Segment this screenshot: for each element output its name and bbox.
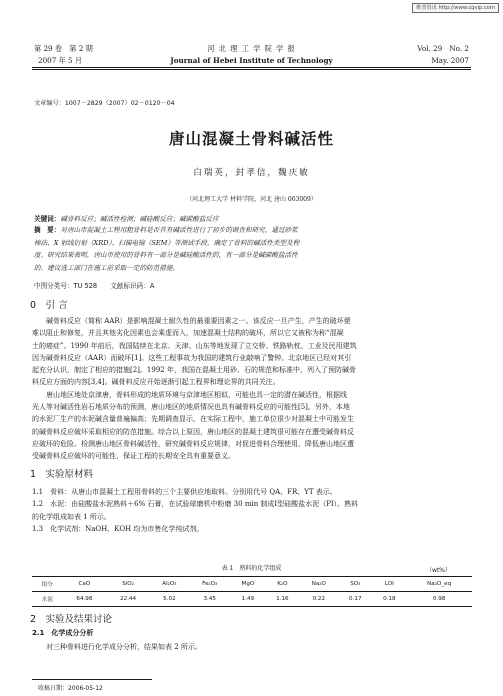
- table-header-cell: Na₂O: [299, 577, 338, 592]
- table-cell: 5.02: [150, 592, 189, 607]
- table-header-row: [32, 577, 472, 592]
- keywords-label: 关键词：: [34, 215, 61, 223]
- intro-line: 受碱骨料反应破坏的可能性、保证工程的长期安全具有重要意义。: [32, 452, 235, 461]
- table-cell: 0.17: [338, 592, 372, 607]
- intro-line: 难以阻止和修复，并且其他劣化因素也会乘虚而入，加速混凝土结构的破坏，所以它又被称为称“混凝: [32, 329, 344, 338]
- intro-line: 应破坏的危险。检测唐山地区骨料碱活性，研究碱骨料反应规律，对促进骨料合理使用、降低唐山地区遭: [32, 439, 354, 448]
- table-1-caption: 表 1 熟料的化学组成: [221, 565, 282, 572]
- intro-line: 土的癌症”。1990 年前后，我国陆续在北京、天津、山东等地发现了立交桥、铁路轨枕、工业及民用建筑: [32, 341, 357, 350]
- abstract-line: 度。研究结果表明，唐山市使用的骨料有一部分是碱硅酸活性的，有一部分是碱碳酸盐活性: [34, 251, 298, 260]
- section-2-heading: 2 实验及结果讨论: [30, 614, 113, 625]
- intro-line: 的碱骨料反应破坏采取相应的防范措施。综合以上原因，唐山地区的混凝土建筑很可能存在遭受碱骨料反: [32, 427, 354, 436]
- journal-name-en: Journal of Hebei Institute of Technology: [170, 56, 333, 65]
- abstract-line: 棒法、X 射线衍射（XRD）、扫描电镜（SEM）等测试手段，确定了骨料的碱活性类型及程: [34, 238, 300, 247]
- table-header-cell: K₂O: [265, 577, 299, 592]
- table-1-unit: （wt%）: [426, 567, 451, 574]
- table-cell: 1.49: [230, 592, 265, 607]
- section-0-heading: 0 引 言: [30, 300, 68, 311]
- table-header-cell: CaO: [63, 577, 107, 592]
- header-rule-double: [32, 69, 471, 70]
- abstract-line-text: 对唐山市混凝土工程用粗骨料是否具有碱活性进行了初步的调查和研究。通过砂浆: [60, 226, 298, 234]
- intro-line: 唐山地区地处京津唐，骨料形成的地质环境与京津地区相似，可能也具一定的潜在碱活性，根据线: [46, 390, 347, 399]
- footnote-rule: [32, 679, 152, 680]
- table-header-cell: Fe₂O₃: [189, 577, 231, 592]
- materials-cement-cont: 的化学组成如表 1 所示。: [32, 512, 111, 521]
- table-cell: 22.44: [106, 592, 150, 607]
- intro-line: 的水泥厂生产的水泥碱含量普遍偏高；先期调查显示，在实际工程中，施工单位很少对混凝土中可能发生: [32, 415, 354, 424]
- introduction-text: [32, 315, 472, 463]
- table-header-cell: SO₃: [338, 577, 372, 592]
- keywords: [34, 213, 219, 223]
- chem-analysis-line: 对三种骨料进行化学成分分析，结果如表 2 所示。: [46, 643, 202, 651]
- intro-line: 碱骨料反应（简称 AAR）是影响混凝土耐久性的最重要因素之一。该反应一旦产生，产生的破坏便: [46, 317, 351, 325]
- received-date-footnote: 收稿日期：2006-05-12: [38, 685, 103, 692]
- keywords-text: 碱骨料反应；碱活性检测；碱硅酸反应；碱碳酸盐反应: [60, 215, 219, 223]
- table-cell: 水泥: [32, 592, 63, 607]
- intro-line: 料反应方面的内容[3,4]。碱骨料反应开始逐渐引起工程界和理论界的共同关注。: [32, 378, 280, 387]
- volume-issue-en: Vol. 29 No. 2: [417, 44, 469, 53]
- table-header-cell: MgO: [230, 577, 265, 592]
- date-cn: 2007 年 5 月: [38, 56, 83, 65]
- affiliation: （河北理工大学 材料学院，河北 唐山 063009）: [186, 196, 317, 203]
- table-header-cell: Al₂O₃: [150, 577, 189, 592]
- table-cell: 0.22: [299, 592, 338, 607]
- materials-text: [32, 486, 472, 535]
- paper-title: 唐山混凝土骨料碱活性: [168, 130, 334, 148]
- volume-issue-cn: 第 29 卷 第 2 期: [34, 44, 93, 53]
- table-header-cell: SiO₂: [106, 577, 150, 592]
- classification-codes: 中图分类号：TU 528 文献标识码：A: [34, 282, 155, 290]
- table-cell: 3.45: [189, 592, 231, 607]
- section-1-heading: 1 实验原材料: [30, 469, 94, 480]
- abstract-line: [34, 224, 474, 237]
- materials-cement: 1.2 水泥：由硅酸盐水泥熟料＋6% 石膏，在试验球磨机中粉磨 30 min 制成Ⅰ型硅酸盐水泥（PⅠ）。熟料: [32, 500, 359, 509]
- source-stamp: 维普资讯 http://www.cqvip.com: [412, 3, 499, 13]
- table-1-clinker-composition: [32, 576, 472, 607]
- table-cell: 64.98: [63, 592, 107, 607]
- table-cell: 0.18: [372, 592, 406, 607]
- table-cell: 0.98: [406, 592, 472, 607]
- table-row: [32, 592, 472, 607]
- abstract: [34, 224, 474, 274]
- table-header-cell: Na₂O_eq: [406, 577, 472, 592]
- intro-line: 因为碱骨料反应（AAR）而破坏[1]。这些工程事故为我国的建筑行业敲响了警钟。北京地区已经对其引: [32, 353, 352, 362]
- header-rule: [32, 67, 471, 68]
- table-header-cell: LOI: [372, 577, 406, 592]
- table-cell: 1.16: [265, 592, 299, 607]
- authors: 白瑞英，封孝信，魏庆敏: [193, 168, 310, 178]
- article-number: 文章编号：1007－2829（2007）02－0120－04: [34, 100, 175, 107]
- materials-aggregate: 1.1 骨料：从唐山市混凝土工程用骨料的三个主要供应地取料。分别用代号 QA、FR、YT 表示。: [32, 488, 337, 496]
- intro-line: 光人等对碱活性岩石地质分布的预测，唐山地区的地质情况也具有碱骨料反应的可能性[5]。另外，本地: [32, 403, 350, 412]
- table-header-cell: 组分: [32, 577, 63, 592]
- abstract-line: 的。建议选工部门在施工前采取一定的防范措施。: [34, 263, 180, 272]
- journal-name-cn: 河 北 理 工 学 院 学 报: [207, 44, 296, 53]
- intro-line: 起充分认识，制定了相应的措施[2]。1992 年，我国在混凝土用砂、石的规范和标准中，列入了预防碱骨: [32, 366, 356, 375]
- chem-analysis-text: [32, 641, 486, 653]
- materials-reagents: 1.3 化学试剂：NaOH、KOH 均为市售化学纯试剂。: [32, 524, 204, 533]
- subsection-2-1-heading: 2.1 化学成分分析: [32, 629, 94, 637]
- abstract-label: 摘 要：: [34, 226, 61, 234]
- date-en: May. 2007: [431, 56, 469, 65]
